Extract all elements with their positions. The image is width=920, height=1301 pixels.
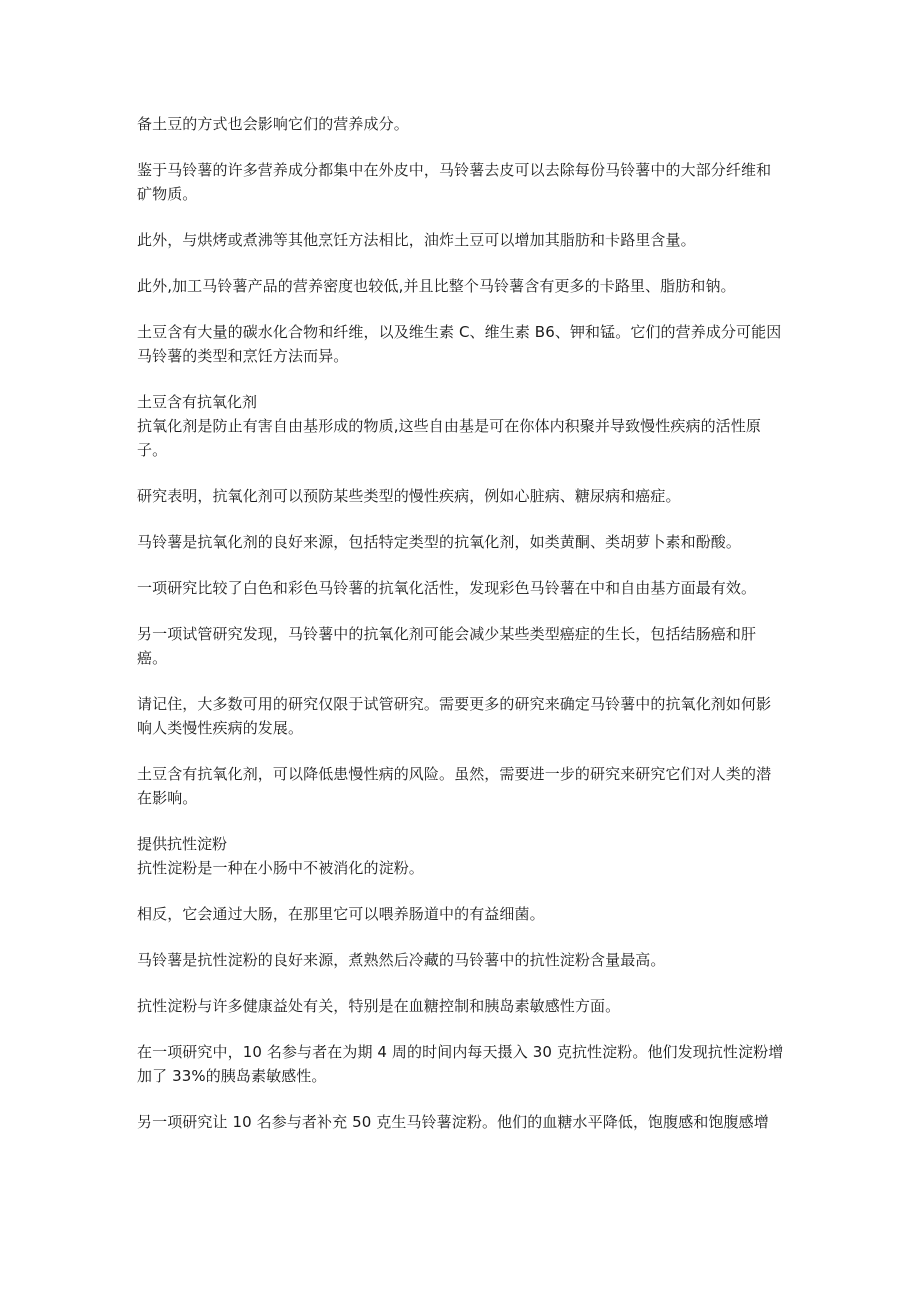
paragraph-antioxidant-definition: 抗氧化剂是防止有害自由基形成的物质,这些自由基是可在你体内积聚并导致慢性疾病的活性原子。: [137, 417, 761, 459]
paragraph-blood-sugar-study: 另一项研究让 10 名参与者补充 50 克生马铃薯淀粉。他们的血糖水平降低，饱腹感和饱腹感增: [137, 1113, 769, 1131]
paragraph-peeling: 鉴于马铃薯的许多营养成分都集中在外皮中，马铃薯去皮可以去除每份马铃薯中的大部分纤维和矿物质。: [137, 161, 772, 203]
paragraph-resistant-starch-definition: 抗性淀粉是一种在小肠中不被消化的淀粉。: [137, 859, 424, 877]
paragraph-insulin-study: 在一项研究中，10 名参与者在为期 4 周的时间内每天摄入 30 克抗性淀粉。他们发现抗性淀粉增加了 33%的胰岛素敏感性。: [137, 1043, 784, 1085]
paragraph-cooking-method: 备土豆的方式也会影响它们的营养成分。: [137, 115, 409, 133]
section-heading-resistant-starch: 提供抗性淀粉: [137, 835, 228, 853]
paragraph-research-limits: 请记住，大多数可用的研究仅限于试管研究。需要更多的研究来确定马铃薯中的抗氧化剂如何影响人类慢性疾病的发展。: [137, 695, 772, 737]
document-body: [137, 112, 785, 1156]
paragraph-antioxidant-research: 研究表明，抗氧化剂可以预防某些类型的慢性疾病，例如心脏病、糖尿病和癌症。: [137, 487, 681, 505]
paragraph-colored-potatoes: 一项研究比较了白色和彩色马铃薯的抗氧化活性，发现彩色马铃薯在中和自由基方面最有效。: [137, 579, 757, 597]
paragraph-antioxidant-summary: 土豆含有抗氧化剂，可以降低患慢性病的风险。虽然，需要进一步的研究来研究它们对人类的潜在影响。: [137, 765, 772, 807]
paragraph-starch-source: 马铃薯是抗性淀粉的良好来源，煮熟然后冷藏的马铃薯中的抗性淀粉含量最高。: [137, 951, 666, 969]
paragraph-frying: 此外，与烘烤或煮沸等其他烹饪方法相比，油炸土豆可以增加其脂肪和卡路里含量。: [137, 231, 696, 249]
paragraph-processed-products: 此外,加工马铃薯产品的营养密度也较低,并且比整个马铃薯含有更多的卡路里、脂肪和钠。: [137, 277, 736, 295]
paragraph-nutrition-summary: 土豆含有大量的碳水化合物和纤维，以及维生素 C、维生素 B6、钾和锰。它们的营养成分可能因马铃薯的类型和烹饪方法而异。: [137, 323, 782, 365]
paragraph-large-intestine: 相反，它会通过大肠，在那里它可以喂养肠道中的有益细菌。: [137, 905, 545, 923]
paragraph-test-tube-study: 另一项试管研究发现，马铃薯中的抗氧化剂可能会减少某些类型癌症的生长，包括结肠癌和肝癌。: [137, 625, 757, 667]
paragraph-antioxidant-sources: 马铃薯是抗氧化剂的良好来源，包括特定类型的抗氧化剂，如类黄酮、类胡萝卜素和酚酸。: [137, 533, 742, 551]
section-heading-antioxidants: 土豆含有抗氧化剂: [137, 393, 258, 411]
paragraph-health-benefits: 抗性淀粉与许多健康益处有关，特别是在血糖控制和胰岛素敏感性方面。: [137, 997, 621, 1015]
